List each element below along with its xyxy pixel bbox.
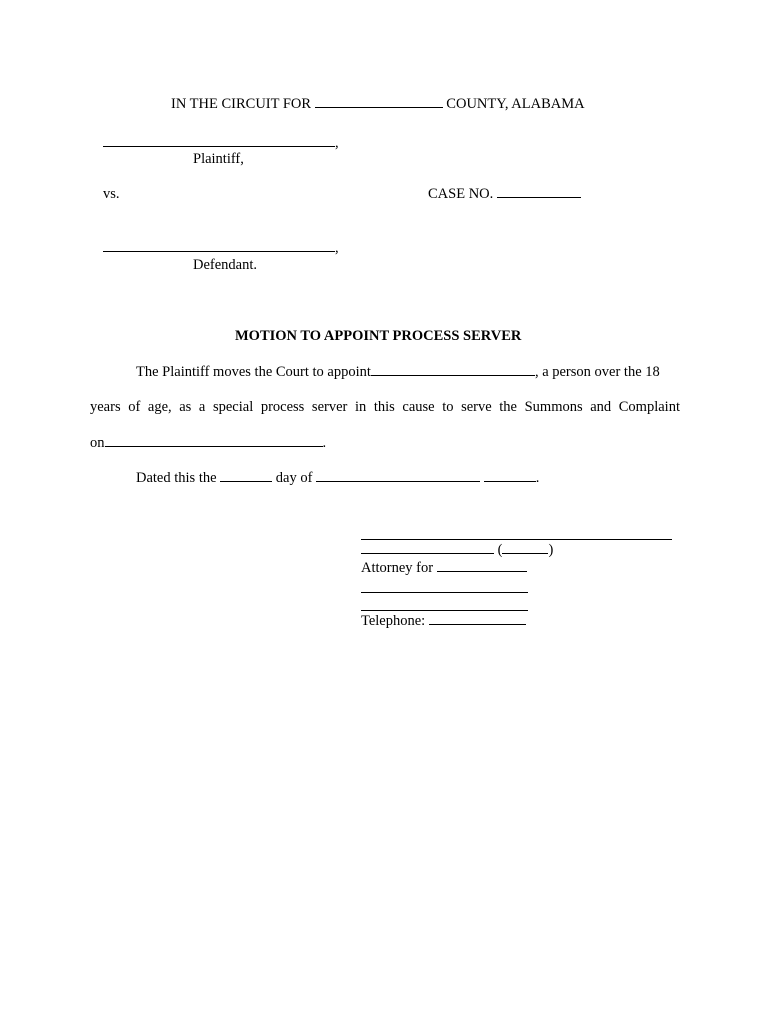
telephone-label: Telephone: [361,613,426,629]
dated-mid: day of [275,470,313,486]
month-blank[interactable] [316,468,480,482]
attorney-name-blank[interactable] [361,540,494,554]
day-blank[interactable] [220,468,272,482]
motion-line-1 [136,362,660,381]
defendant-label: Defendant. [193,257,258,273]
court-header-suffix: COUNTY, ALABAMA [446,96,585,112]
defendant-line [103,238,339,257]
attorney-for-label: Attorney for [361,560,434,576]
attorney-name-line [361,540,553,559]
paren-open: ( [497,542,503,558]
case-number-blank[interactable] [497,184,581,198]
plaintiff-name-blank[interactable] [103,133,335,147]
motion-line-1-suffix: , a person over the 18 [534,364,660,380]
address-line-1[interactable] [361,592,528,593]
motion-line-1-prefix: The Plaintiff moves the Court to appoint [136,364,371,380]
motion-title: MOTION TO APPOINT PROCESS SERVER [235,328,522,344]
telephone-line [361,611,526,630]
vs-label: vs. [103,186,120,202]
served-party-blank[interactable] [105,433,323,447]
dated-line [136,468,539,487]
plaintiff-label: Plaintiff, [193,151,244,167]
telephone-blank[interactable] [429,611,526,625]
defendant-comma: , [335,240,339,256]
dated-prefix: Dated this the [136,470,217,486]
motion-line-3-suffix: . [322,435,327,451]
motion-line-3 [90,433,326,452]
plaintiff-comma: , [335,135,339,151]
paren-close: ) [548,542,554,558]
attorney-for-blank[interactable] [437,558,527,572]
court-header [171,94,585,113]
attorney-for-line [361,558,527,577]
motion-line-3-prefix: on [90,435,105,451]
year-blank[interactable] [484,468,536,482]
court-header-prefix: IN THE CIRCUIT FOR [171,96,312,112]
defendant-name-blank[interactable] [103,238,335,252]
motion-line-2: years of age, as a special process server in this cause to serve the Summons and Complaint [90,399,680,415]
case-number-label: CASE NO. [428,186,494,202]
process-server-name-blank[interactable] [371,362,535,376]
county-blank[interactable] [315,94,443,108]
case-number-line [428,184,581,203]
attorney-code-blank[interactable] [502,540,548,554]
dated-end: . [535,470,540,486]
